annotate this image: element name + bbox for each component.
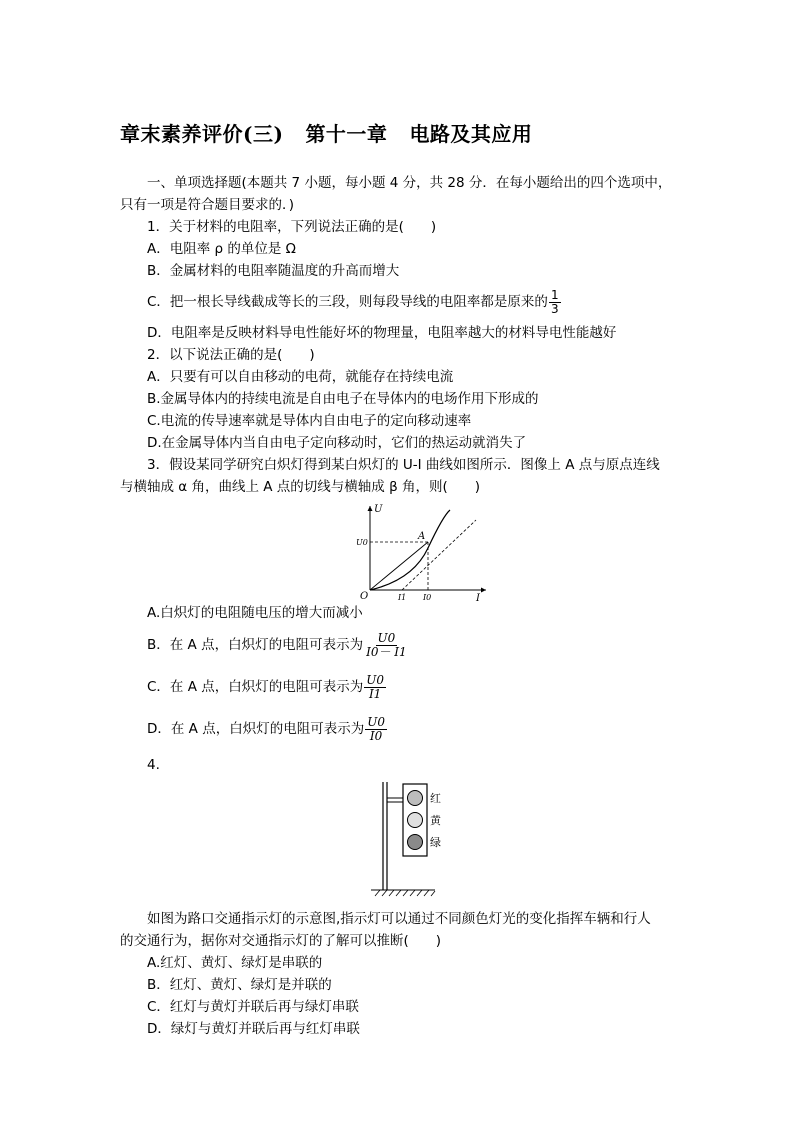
green-lamp	[408, 835, 423, 850]
title-part2: 第十一章	[305, 122, 388, 146]
i0-label: I0	[423, 593, 432, 602]
q2-option-a: A．只要有可以自由移动的电荷，就能存在持续电流	[147, 369, 454, 385]
traffic-light-diagram	[375, 778, 465, 904]
tangent-line	[402, 520, 476, 590]
q3-option-d-fraction: $\frac{U0}{I0}$	[367, 714, 385, 743]
q3-option-c-fraction: $\frac{U0}{I1}$	[366, 672, 384, 701]
q2-option-c: C.电流的传导速率就是导体内自由电子的定向移动速率	[147, 413, 472, 429]
green-label: 绿	[430, 836, 441, 849]
q3-option-c: C．在 A 点，白炽灯的电阻可表示为	[147, 679, 364, 695]
q3-stem-cont: 与横轴成 α 角，曲线上 A 点的切线与横轴成 β 角，则( )	[120, 479, 481, 495]
q3-option-d: D．在 A 点，白炽灯的电阻可表示为	[147, 721, 365, 737]
origin-label: O	[360, 591, 369, 602]
q3-ui-figure	[120, 498, 680, 602]
document-body	[120, 172, 680, 1040]
q1-option-d: D．电阻率是反映材料导电性能好坏的物理量，电阻率越大的材料导电性能越好	[147, 325, 617, 341]
y-axis-arrow	[368, 506, 373, 511]
section-header-cont: 只有一项是符合题目要求的．)	[120, 197, 295, 213]
q1-option-c: C．把一根长导线截成等长的三段，则每段导线的电阻率都是原来的	[147, 294, 548, 310]
title-part1: 章末素养评价(三)	[120, 122, 284, 146]
x-axis-label: I	[476, 593, 480, 604]
q1-option-a: A．电阻率 ρ 的单位是 Ω	[147, 241, 296, 257]
q4-stem: 如图为路口交通指示灯的示意图,指示灯可以通过不同颜色灯光的变化指挥车辆和行人	[147, 911, 651, 927]
q4-option-a: A.红灯、黄灯、绿灯是串联的	[147, 955, 323, 971]
q1-option-c-row	[120, 282, 680, 322]
q2-option-d: D.在金属导体内当自由电子定向移动时，它们的热运动就消失了	[147, 435, 527, 451]
ui-curve-diagram	[358, 502, 488, 602]
q4-option-c: C．红灯与黄灯并联后再与绿灯串联	[147, 999, 359, 1015]
u0-label: U0	[356, 538, 368, 547]
q3-option-b-row	[120, 624, 680, 666]
red-lamp	[408, 791, 423, 806]
red-label: 红	[430, 792, 441, 805]
q3-option-a: A.白炽灯的电阻随电压的增大而减小	[147, 605, 363, 621]
q4-traffic-light-figure	[120, 776, 680, 908]
point-a-label: A	[418, 531, 426, 542]
q1-option-b: B．金属材料的电阻率随温度的升高而增大	[147, 263, 400, 279]
q4-stem-cont: 的交通行为，据你对交通指示灯的了解可以推断( )	[120, 933, 442, 949]
q1-option-c-fraction: $\frac{1}{3}$	[550, 287, 559, 316]
q4-option-b: B．红灯、黄灯、绿灯是并联的	[147, 977, 332, 993]
q3-option-c-row	[120, 666, 680, 708]
page-title	[120, 118, 532, 147]
q4-number: 4.	[147, 757, 160, 773]
q2-stem: 2．以下说法正确的是( )	[147, 347, 315, 363]
yellow-lamp	[408, 813, 423, 828]
q3-option-b-fraction: $\frac{U0}{I0- I1}$	[366, 630, 407, 659]
y-axis-label: U	[374, 504, 383, 515]
title-part3: 电路及其应用	[409, 122, 533, 146]
x-axis-arrow	[481, 588, 486, 593]
line-oa	[370, 542, 428, 590]
q4-option-d: D．绿灯与黄灯并联后再与红灯串联	[147, 1021, 360, 1037]
q3-option-d-row	[120, 708, 680, 750]
ui-curve	[370, 510, 450, 590]
q2-option-b: B.金属导体内的持续电流是自由电子在导体内的电场作用下形成的	[147, 391, 539, 407]
q3-stem: 3．假设某同学研究白炽灯得到某白炽灯的 U-I 曲线如图所示．图像上 A 点与原点连线	[147, 457, 660, 473]
ground-hatching	[375, 890, 435, 896]
q1-stem: 1．关于材料的电阻率，下列说法正确的是( )	[147, 219, 437, 235]
section-header: 一、单项选择题(本题共 7 小题，每小题 4 分，共 28 分．在每小题给出的四个选项中，	[147, 175, 672, 191]
i1-label: I1	[398, 593, 407, 602]
yellow-label: 黄	[430, 814, 441, 827]
q3-option-b: B．在 A 点，白炽灯的电阻可表示为	[147, 637, 364, 653]
